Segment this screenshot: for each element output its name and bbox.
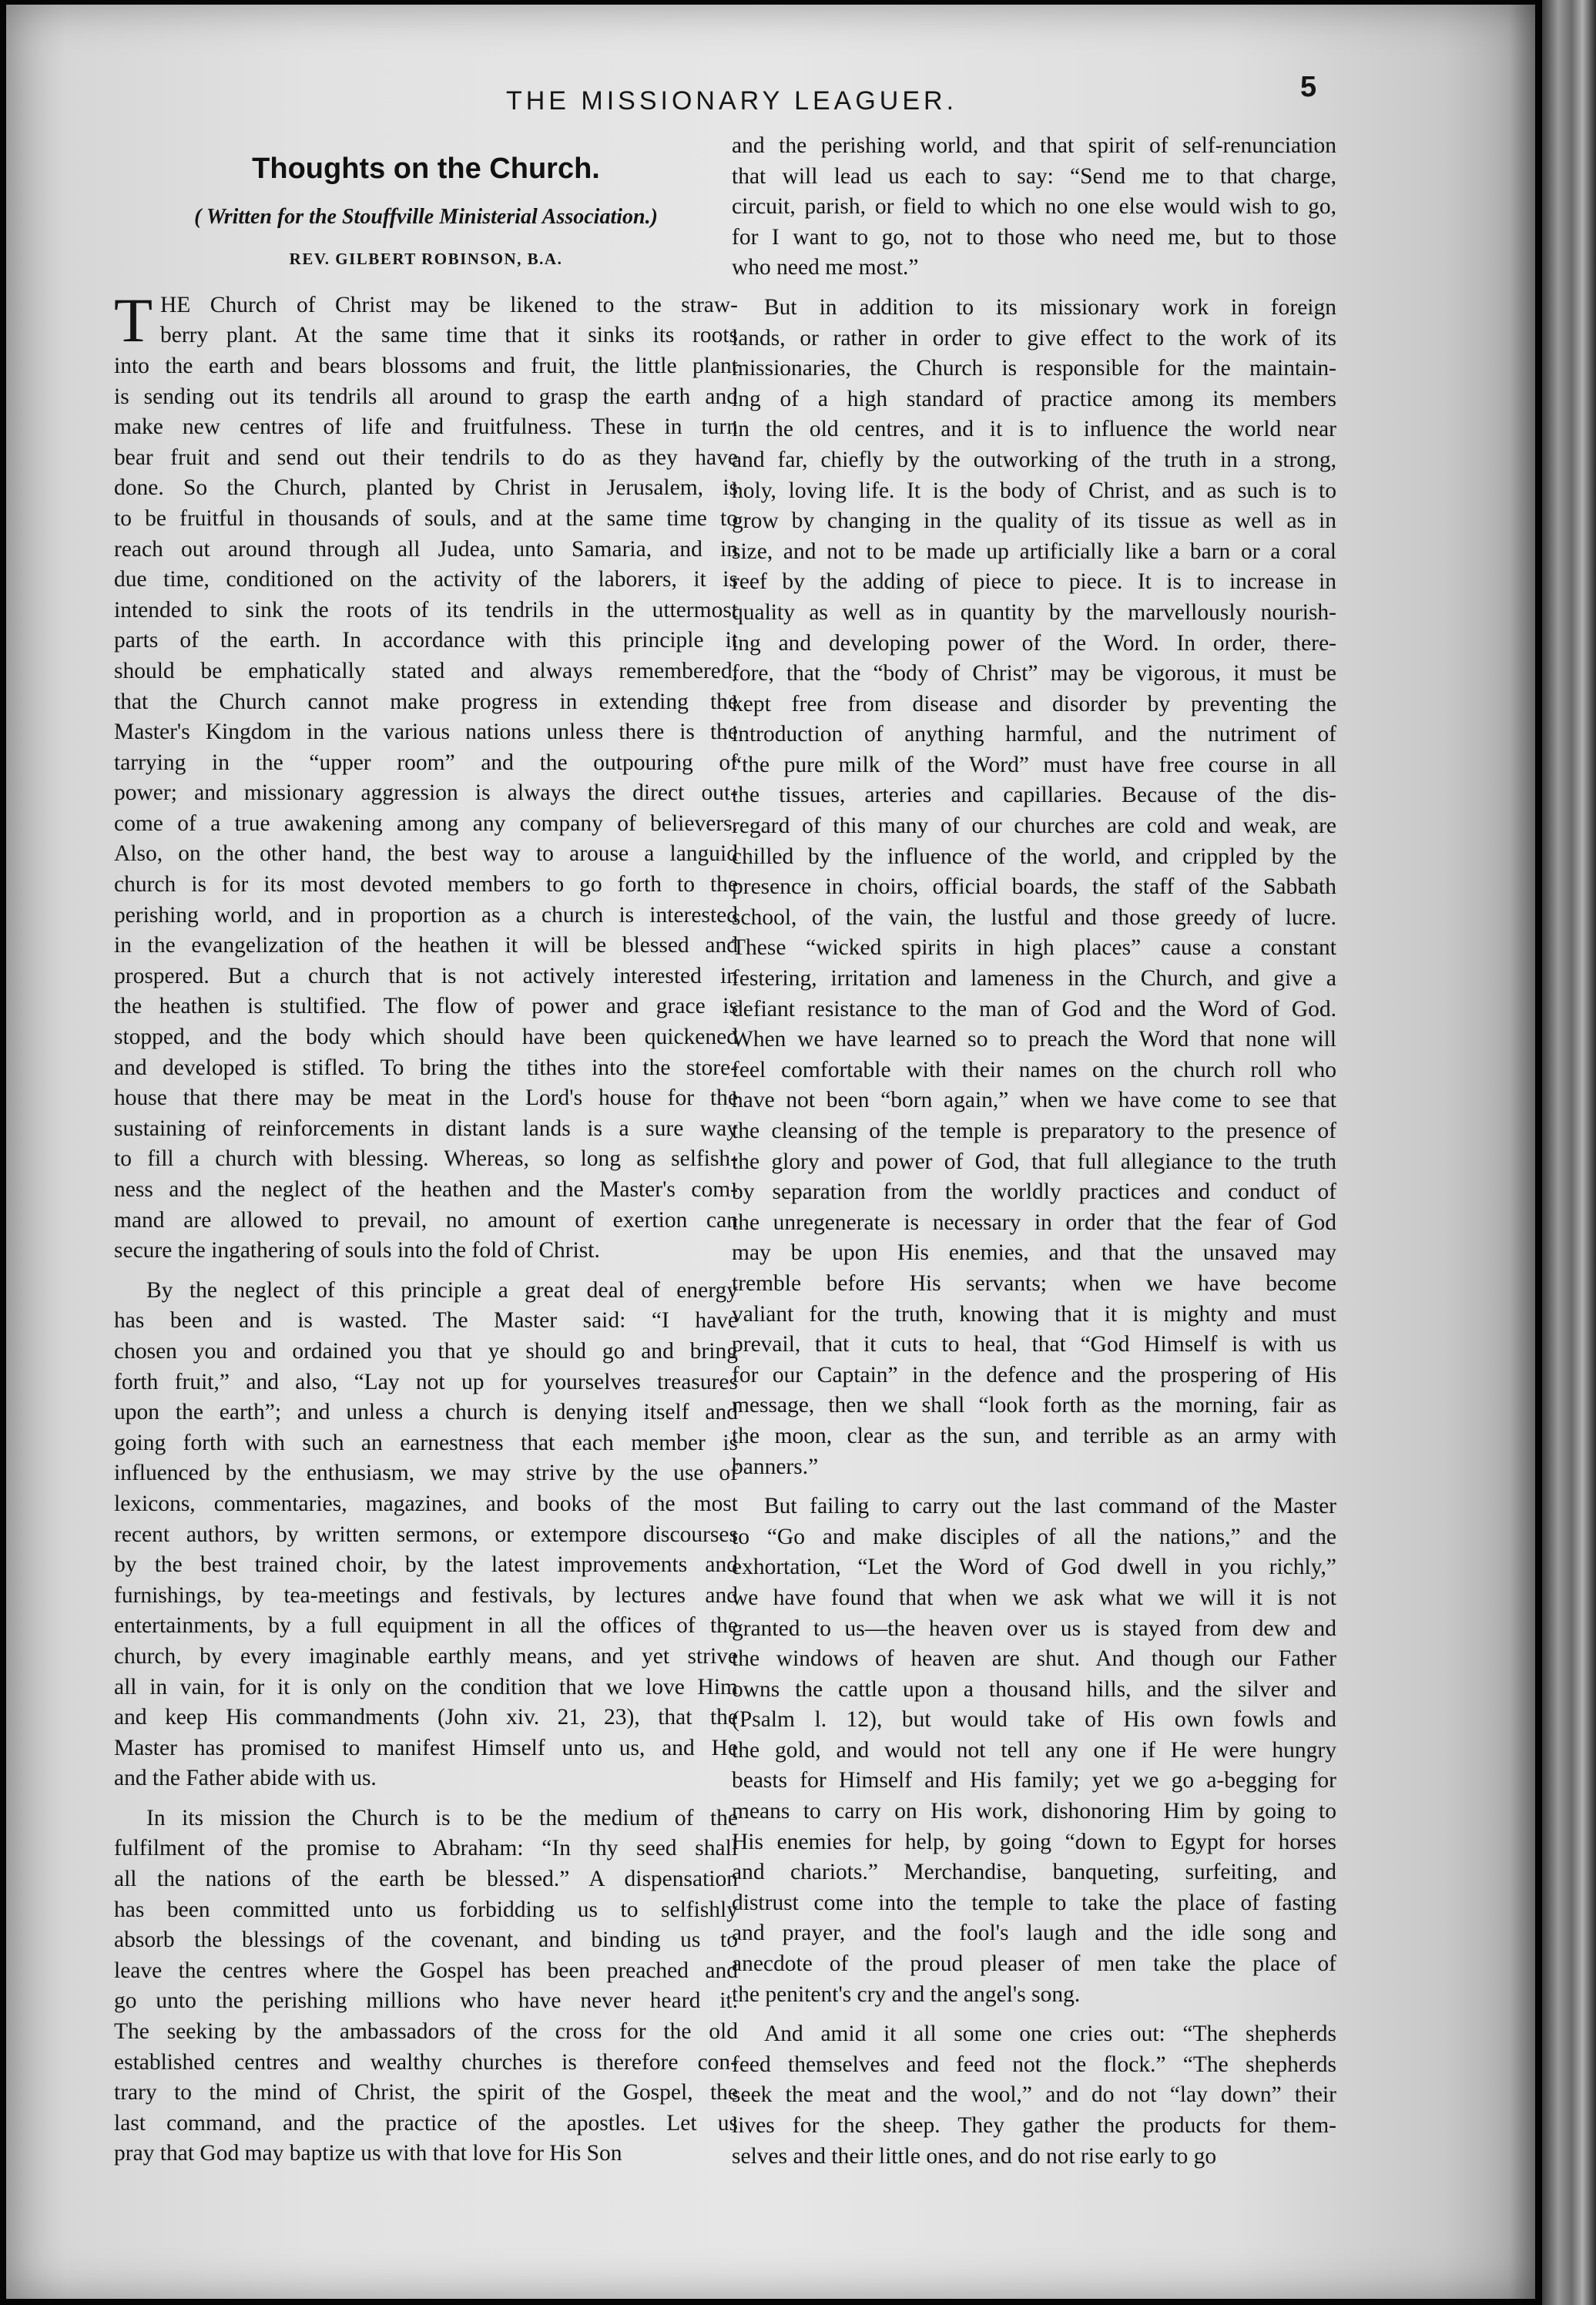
text-line: And amid it all some one cries out: “The shepherds: [764, 2021, 1336, 2047]
text-line: mand are allowed to prevail, no amount of exertion can: [114, 1207, 738, 1233]
text-line: tremble before His servants; when we have become: [732, 1270, 1336, 1296]
text-line: by separation from the worldly practices and conduct of: [732, 1179, 1336, 1205]
text-line: tarrying in the “upper room” and the outpouring of: [114, 750, 738, 775]
text-line: house that there may be meat in the Lord's house for the: [114, 1085, 738, 1111]
text-line: going forth with such an earnestness that each member is: [114, 1430, 738, 1455]
book-edge: [1542, 0, 1596, 2305]
text-line: selves and their little ones, and do not rise early to go: [732, 2143, 1217, 2169]
text-line: done. So the Church, planted by Christ in Jerusalem, is: [114, 475, 738, 501]
text-line: The seeking by the ambassadors of the cross for the old: [114, 2019, 738, 2045]
text-line: means to carry on His work, dishonoring Him by going to: [732, 1799, 1336, 1824]
left-column-body: [114, 284, 738, 2169]
text-line: missionaries, the Church is responsible for the maintain-: [732, 356, 1336, 381]
paragraph-gap: [114, 1794, 738, 1803]
running-head: THE MISSIONARY LEAGUER.: [505, 86, 958, 116]
text-line: recent authors, by written sermons, or extempore discourses: [114, 1522, 738, 1547]
text-line: established centres and wealthy churches is therefore con-: [114, 2049, 738, 2075]
text-line: for I want to go, not to those who need me, but to those: [732, 224, 1336, 250]
text-line: These “wicked spirits in high places” cause a constant: [732, 935, 1336, 961]
text-line: lives for the sheep. They gather the products for them-: [732, 2113, 1336, 2138]
text-line: leave the centres where the Gospel has been preached and: [114, 1958, 738, 1983]
article-title: Thoughts on the Church.: [252, 153, 600, 185]
text-line: anecdote of the proud pleaser of men take the place of: [732, 1951, 1336, 1977]
text-line: By the neglect of this principle a great deal of energy: [146, 1277, 738, 1303]
text-line: Master's Kingdom in the various nations unless there is the: [114, 720, 738, 745]
text-line: “the pure milk of the Word” must have free course in all: [732, 752, 1336, 777]
text-line: and developed is stifled. To bring the tithes into the store-: [114, 1055, 738, 1080]
text-line: presence in choirs, official boards, the staff of the Sabbath: [732, 874, 1336, 900]
text-line: In its mission the Church is to be the medium of the: [146, 1805, 738, 1830]
text-line: and far, chiefly by the outworking of the truth in a strong,: [732, 447, 1336, 472]
text-line: is sending out its tendrils all around to grasp the earth and: [114, 384, 738, 409]
text-line: in the old centres, and it is to influence the world near: [732, 417, 1336, 442]
text-line: last command, and the practice of the apostles. Let us: [114, 2110, 738, 2136]
text-line: fore, that the “body of Christ” may be vigorous, it must be: [732, 661, 1336, 686]
text-line: size, and not to be made up artificially like a barn or a coral: [732, 539, 1336, 564]
text-line: chosen you and ordained you that ye should go and bring: [114, 1338, 738, 1364]
text-line: and the perishing world, and that spirit of self-renunciation: [732, 133, 1336, 158]
drop-cap: T: [114, 284, 153, 355]
text-line: for our Captain” in the defence and the prospering of His: [732, 1362, 1336, 1387]
left-column: [114, 154, 738, 2169]
text-line: intended to sink the roots of its tendrils in the uttermost: [114, 597, 738, 622]
text-line: beasts for Himself and His family; yet we go a-begging for: [732, 1768, 1336, 1793]
text-line: bear fruit and send out their tendrils to do as they have: [114, 445, 738, 470]
text-line: influenced by the enthusiasm, we may strive by the use of: [114, 1461, 738, 1486]
paragraph: [732, 131, 1336, 284]
text-line: school, of the vain, the lustful and those greedy of lucre.: [732, 904, 1336, 930]
text-line: festering, irritation and lameness in the Church, and give a: [732, 966, 1336, 991]
text-line: has been committed unto us forbidding us to selfishly: [114, 1897, 738, 1922]
page-number: 5: [1300, 71, 1317, 103]
article-author: REV. GILBERT ROBINSON, B.A.: [289, 250, 563, 269]
text-line: entertainments, by a full equipment in all the offices of the: [114, 1613, 738, 1639]
text-line: reach out around through all Judea, unto Samaria, and in: [114, 536, 738, 562]
text-line: sustaining of reinforcements in distant lands is a sure way: [114, 1116, 738, 1141]
text-line: pray that God may baptize us with that love for His Son: [114, 2141, 622, 2166]
text-line: ing and developing power of the Word. In order, there-: [732, 630, 1336, 656]
text-line: trary to the mind of Christ, the spirit of the Gospel, the: [114, 2080, 738, 2105]
text-line: and the Father abide with us.: [114, 1766, 377, 1791]
text-line: the heathen is stultified. The flow of power and grace is: [114, 994, 738, 1019]
text-line: lexicons, commentaries, magazines, and books of the most: [114, 1491, 738, 1516]
text-line: church is for its most devoted members to go forth to the: [114, 872, 738, 898]
text-line: introduction of anything harmful, and the nutriment of: [732, 722, 1336, 747]
text-line: But failing to carry out the last command of the Master: [764, 1494, 1336, 1519]
text-line: reef by the adding of piece to piece. It is to increase in: [732, 569, 1336, 595]
text-line: upon the earth”; and unless a church is denying itself and: [114, 1400, 738, 1425]
text-line: all the nations of the earth be blessed.” A dispensation: [114, 1867, 738, 1892]
text-line: that the Church cannot make progress in extending the: [114, 689, 738, 714]
text-line: power; and missionary aggression is always the direct out-: [114, 780, 738, 806]
text-line: into the earth and bears blossoms and fruit, the little plant: [114, 353, 738, 378]
text-line: parts of the earth. In accordance with this principle it: [114, 628, 738, 653]
paragraph: [732, 2019, 1336, 2172]
paragraph-gap: [732, 1482, 1336, 1491]
text-line: grow by changing in the quality of its tissue as well as in: [732, 508, 1336, 534]
text-line: the tissues, arteries and capillaries. Because of the dis-: [732, 783, 1336, 808]
text-line: church, by every imaginable earthly means, and yet strive: [114, 1643, 738, 1669]
text-line: prevail, that it cuts to heal, that “God Himself is with us: [732, 1332, 1336, 1357]
paragraph: [114, 284, 738, 1267]
text-line: come of a true awakening among any company of believers.: [114, 810, 738, 836]
text-line: to fill a church with blessing. Whereas, so long as selfish-: [114, 1146, 738, 1172]
text-line: circuit, parish, or field to which no one else would wish to go,: [732, 194, 1336, 220]
text-line: His enemies for help, by going “down to Egypt for horses: [732, 1829, 1336, 1854]
text-line: banners.”: [732, 1454, 819, 1479]
text-line: ing of a high standard of practice among its members: [732, 386, 1336, 411]
text-line: holy, loving life. It is the body of Christ, and as such is to: [732, 478, 1336, 503]
text-line: owns the cattle upon a thousand hills, and the silver and: [732, 1676, 1336, 1702]
text-line: distrust come into the temple to take the place of fasting: [732, 1890, 1336, 1915]
text-line: to “Go and make disciples of all the nations,” and the: [732, 1524, 1336, 1549]
text-line: Also, on the other hand, the best way to arouse a languid: [114, 841, 738, 867]
text-line: should be emphatically stated and always remembered,: [114, 658, 738, 683]
paragraph-gap: [732, 284, 1336, 293]
text-line: ness and the neglect of the heathen and the Master's com-: [114, 1177, 738, 1202]
text-line: who need me most.”: [732, 255, 919, 280]
text-line: and chariots.” Merchandise, banqueting, surfeiting, and: [732, 1860, 1336, 1885]
text-line: perishing world, and in proportion as a church is interested: [114, 902, 738, 928]
text-line: the penitent's cry and the angel's song.: [732, 1981, 1081, 2007]
text-line: and keep His commandments (John xiv. 21, 23), that the: [114, 1705, 738, 1730]
right-column: [732, 131, 1336, 2172]
text-line: make new centres of life and fruitfulness. These in turn: [114, 414, 738, 440]
text-line: feel comfortable with their names on the church roll who: [732, 1057, 1336, 1082]
text-line: fulfilment of the promise to Abraham: “In thy seed shall: [114, 1836, 738, 1861]
text-line: secure the ingathering of souls into the fold of Christ.: [114, 1238, 600, 1263]
text-line: regard of this many of our churches are cold and weak, are: [732, 814, 1336, 839]
text-line: to be fruitful in thousands of souls, and at the same time to: [114, 505, 738, 531]
text-line: stopped, and the body which should have been quickened: [114, 1025, 738, 1050]
text-line: HE Church of Christ may be likened to the straw-: [160, 292, 738, 317]
paragraph: [114, 1276, 738, 1794]
text-line: lands, or rather in order to give effect to the work of its: [732, 325, 1336, 351]
text-line: all in vain, for it is only on the condition that we love Him: [114, 1674, 738, 1699]
text-line: the gold, and would not tell any one if He were hungry: [732, 1737, 1336, 1763]
article-subtitle: ( Written for the Stouffville Ministerial Association.): [194, 204, 658, 229]
paragraph: [732, 1491, 1336, 2010]
text-line: Master has promised to manifest Himself unto us, and He: [114, 1735, 738, 1760]
text-line: go unto the perishing millions who have never heard it.: [114, 1988, 738, 2014]
text-line: may be upon His enemies, and that the unsaved may: [732, 1240, 1336, 1266]
text-line: furnishings, by tea-meetings and festivals, by lectures and: [114, 1582, 738, 1608]
text-line: the unregenerate is necessary in order that the fear of God: [732, 1210, 1336, 1235]
paragraph: [114, 1803, 738, 2169]
text-line: forth fruit,” and also, “Lay not up for yourselves treasures: [114, 1369, 738, 1394]
text-line: has been and is wasted. The Master said: “I have: [114, 1308, 738, 1334]
right-column-body: [732, 131, 1336, 2172]
text-line: message, then we shall “look forth as the morning, fair as: [732, 1393, 1336, 1418]
text-line: prospered. But a church that is not actively interested in: [114, 963, 738, 988]
text-line: (Psalm l. 12), but would take of His own fowls and: [732, 1707, 1336, 1733]
text-line: chilled by the influence of the world, and crippled by the: [732, 844, 1336, 869]
text-line: and prayer, and the fool's laugh and the idle song and: [732, 1921, 1336, 1946]
text-line: granted to us—the heaven over us is stayed from dew and: [732, 1616, 1336, 1641]
paragraph: [732, 293, 1336, 1482]
text-line: due time, conditioned on the activity of the laborers, it is: [114, 567, 738, 592]
text-line: the glory and power of God, that full allegiance to the truth: [732, 1149, 1336, 1174]
text-line: seek the meat and the wool,” and do not “lay down” their: [732, 2082, 1336, 2108]
text-line: we have found that when we ask what we will it is not: [732, 1585, 1336, 1610]
paragraph-gap: [732, 2010, 1336, 2019]
text-line: kept free from disease and disorder by preventing the: [732, 691, 1336, 716]
paragraph-gap: [114, 1267, 738, 1276]
text-line: defiant resistance to the man of God and the Word of God.: [732, 996, 1336, 1022]
text-line: valiant for the truth, knowing that it is mighty and must: [732, 1301, 1336, 1327]
text-line: exhortation, “Let the Word of God dwell in you richly,”: [732, 1555, 1336, 1580]
text-line: the moon, clear as the sun, and terrible as an army with: [732, 1423, 1336, 1448]
text-line: have not been “born again,” when we have come to see that: [732, 1088, 1336, 1113]
text-line: absorb the blessings of the covenant, and binding us to: [114, 1928, 738, 1953]
text-line: by the best trained choir, by the latest improvements and: [114, 1552, 738, 1578]
text-line: When we have learned so to preach the Word that none will: [732, 1027, 1336, 1052]
text-line: berry plant. At the same time that it sinks its roots: [160, 323, 738, 348]
text-line: the windows of heaven are shut. And though our Father: [732, 1646, 1336, 1672]
text-line: that will lead us each to say: “Send me to that charge,: [732, 163, 1336, 189]
text-line: quality as well as in quantity by the marvellously nourish-: [732, 599, 1336, 625]
text-line: But in addition to its missionary work in foreign: [764, 294, 1336, 320]
text-line: in the evangelization of the heathen it will be blessed and: [114, 933, 738, 958]
text-line: the cleansing of the temple is preparatory to the presence of: [732, 1119, 1336, 1143]
text-line: feed themselves and feed not the flock.” “The shepherds: [732, 2052, 1336, 2077]
